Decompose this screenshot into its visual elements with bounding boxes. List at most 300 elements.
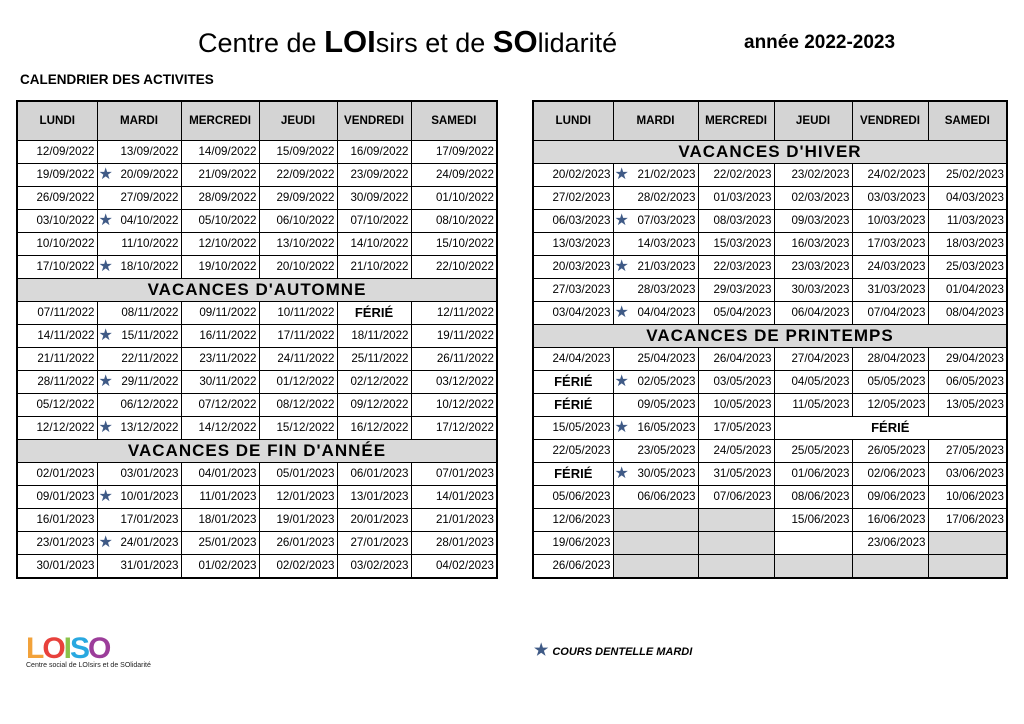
holiday-cell: FÉRIÉ: [533, 463, 613, 486]
table-row: [533, 509, 1007, 532]
star-icon: ★: [98, 534, 113, 551]
date-cell: 08/11/2022: [97, 302, 181, 325]
date-cell-lace-course: [97, 256, 181, 279]
date-cell: 05/05/2023: [852, 371, 928, 394]
date-cell: 06/05/2023: [928, 371, 1007, 394]
date-cell: 08/06/2023: [774, 486, 852, 509]
star-icon: ★: [98, 373, 113, 390]
date-cell: 26/05/2023: [852, 440, 928, 463]
date-cell: 03/03/2023: [852, 187, 928, 210]
date-cell: 16/03/2023: [774, 233, 852, 256]
date-cell: 12/11/2022: [411, 302, 497, 325]
weekday-header: JEUDI: [259, 101, 337, 141]
date-text: 02/05/2023: [637, 375, 696, 388]
date-cell: 05/10/2022: [181, 210, 259, 233]
weekday-header: SAMEDI: [411, 101, 497, 141]
date-cell: 06/04/2023: [774, 302, 852, 325]
date-cell: 05/04/2023: [698, 302, 774, 325]
table-row: [17, 509, 497, 532]
date-cell: 29/09/2022: [259, 187, 337, 210]
date-cell: 21/10/2022: [337, 256, 411, 279]
date-cell: 14/01/2023: [411, 486, 497, 509]
date-cell: 28/01/2023: [411, 532, 497, 555]
table-row: [17, 348, 497, 371]
logo-tagline: Centre social de LOIsirs et de SOlidarité: [26, 662, 151, 669]
date-cell: 06/01/2023: [337, 463, 411, 486]
table-row: [533, 532, 1007, 555]
date-cell: 02/12/2022: [337, 371, 411, 394]
table-row: [17, 210, 497, 233]
date-text: 29/11/2022: [121, 375, 179, 388]
date-cell: 07/06/2023: [698, 486, 774, 509]
calendar-body-right: [533, 141, 1007, 579]
date-cell: 06/06/2023: [613, 486, 698, 509]
date-cell: 19/11/2022: [411, 325, 497, 348]
calendar-table-right: [532, 100, 1008, 579]
holiday-cell: FÉRIÉ: [774, 417, 1007, 440]
date-text: 20/09/2022: [120, 168, 179, 181]
date-cell: 01/02/2023: [181, 555, 259, 579]
table-row: [17, 555, 497, 579]
page-title: [0, 22, 1024, 62]
date-cell: 06/03/2023: [533, 210, 613, 233]
date-cell: 16/12/2022: [337, 417, 411, 440]
date-cell: 21/09/2022: [181, 164, 259, 187]
date-text: 04/10/2022: [120, 214, 179, 227]
date-cell: 25/04/2023: [613, 348, 698, 371]
date-cell: 28/09/2022: [181, 187, 259, 210]
date-cell: 01/12/2022: [259, 371, 337, 394]
date-cell: 02/06/2023: [852, 463, 928, 486]
legend: [534, 640, 692, 662]
date-cell: 23/09/2022: [337, 164, 411, 187]
table-row: [17, 256, 497, 279]
empty-cell: [774, 532, 852, 555]
date-cell: 27/03/2023: [533, 279, 613, 302]
date-cell: 22/03/2023: [698, 256, 774, 279]
date-cell: 08/04/2023: [928, 302, 1007, 325]
date-cell: 22/02/2023: [698, 164, 774, 187]
date-cell: 25/01/2023: [181, 532, 259, 555]
date-cell: 23/03/2023: [774, 256, 852, 279]
table-row: [533, 256, 1007, 279]
date-cell: 03/01/2023: [97, 463, 181, 486]
date-cell: 10/10/2022: [17, 233, 97, 256]
date-cell-lace-course: [97, 371, 181, 394]
holiday-band: VACANCES DE FIN D'ANNÉE: [17, 440, 497, 463]
table-row: [17, 302, 497, 325]
table-row: [17, 486, 497, 509]
table-row: [533, 417, 1007, 440]
date-cell-lace-course: [613, 164, 698, 187]
calendar-table-left: [16, 100, 498, 579]
weekday-header: MERCREDI: [181, 101, 259, 141]
weekday-header: MARDI: [613, 101, 698, 141]
date-cell: 06/10/2022: [259, 210, 337, 233]
date-cell: 30/11/2022: [181, 371, 259, 394]
date-cell: 12/10/2022: [181, 233, 259, 256]
empty-cell: [698, 532, 774, 555]
date-cell: 10/12/2022: [411, 394, 497, 417]
date-cell: 16/01/2023: [17, 509, 97, 532]
star-icon: ★: [98, 212, 113, 229]
date-cell: 13/10/2022: [259, 233, 337, 256]
date-cell: 03/05/2023: [698, 371, 774, 394]
weekday-header: VENDREDI: [852, 101, 928, 141]
date-cell-lace-course: [97, 325, 181, 348]
star-icon: ★: [98, 488, 113, 505]
title-part-bold: SO: [492, 24, 538, 59]
table-row: [533, 164, 1007, 187]
date-cell: 20/02/2023: [533, 164, 613, 187]
date-cell: 26/04/2023: [698, 348, 774, 371]
date-cell: 23/06/2023: [852, 532, 928, 555]
date-cell: 28/02/2023: [613, 187, 698, 210]
date-cell-lace-course: [613, 463, 698, 486]
date-cell: 11/10/2022: [97, 233, 181, 256]
date-text: 30/05/2023: [637, 467, 696, 480]
date-cell: 14/10/2022: [337, 233, 411, 256]
date-cell: 17/09/2022: [411, 141, 497, 164]
date-cell: 09/06/2023: [852, 486, 928, 509]
star-icon: ★: [614, 166, 629, 183]
date-cell: 09/11/2022: [181, 302, 259, 325]
date-cell: 24/11/2022: [259, 348, 337, 371]
date-cell-lace-course: [613, 371, 698, 394]
table-row: [533, 141, 1007, 164]
centre-name: [198, 24, 617, 60]
date-cell: 22/11/2022: [97, 348, 181, 371]
weekday-header: SAMEDI: [928, 101, 1007, 141]
date-cell: 03/12/2022: [411, 371, 497, 394]
table-row: [17, 187, 497, 210]
date-cell: 20/01/2023: [337, 509, 411, 532]
table-row: [17, 417, 497, 440]
date-cell: 16/11/2022: [181, 325, 259, 348]
holiday-band: VACANCES D'AUTOMNE: [17, 279, 497, 302]
table-row: [533, 233, 1007, 256]
calendar-body-left: [17, 141, 497, 579]
date-cell: 14/03/2023: [613, 233, 698, 256]
table-row: [17, 233, 497, 256]
empty-cell: [928, 555, 1007, 579]
date-cell: 17/01/2023: [97, 509, 181, 532]
date-cell: 12/12/2022: [17, 417, 97, 440]
date-cell: 27/02/2023: [533, 187, 613, 210]
date-cell: 14/11/2022: [17, 325, 97, 348]
date-cell: 28/11/2022: [17, 371, 97, 394]
title-part: lidarité: [537, 28, 618, 58]
table-row: [533, 486, 1007, 509]
date-cell: 02/03/2023: [774, 187, 852, 210]
date-cell: 19/09/2022: [17, 164, 97, 187]
empty-cell: [613, 509, 698, 532]
date-cell: 11/03/2023: [928, 210, 1007, 233]
date-cell: 12/05/2023: [852, 394, 928, 417]
date-cell: 26/06/2023: [533, 555, 613, 579]
star-icon: ★: [98, 166, 113, 183]
date-cell: 20/10/2022: [259, 256, 337, 279]
date-cell: 09/12/2022: [337, 394, 411, 417]
date-cell: 24/04/2023: [533, 348, 613, 371]
date-cell: 23/02/2023: [774, 164, 852, 187]
star-icon: ★: [614, 304, 629, 321]
weekday-header: MERCREDI: [698, 101, 774, 141]
star-icon: ★: [614, 258, 629, 275]
date-cell: 17/06/2023: [928, 509, 1007, 532]
table-row: [17, 371, 497, 394]
date-cell: 15/09/2022: [259, 141, 337, 164]
date-cell: 10/05/2023: [698, 394, 774, 417]
date-cell: 08/12/2022: [259, 394, 337, 417]
date-cell: 07/12/2022: [181, 394, 259, 417]
date-cell: 03/02/2023: [337, 555, 411, 579]
table-row: [17, 532, 497, 555]
date-cell: 15/10/2022: [411, 233, 497, 256]
date-cell: 18/11/2022: [337, 325, 411, 348]
date-text: 10/01/2023: [120, 490, 179, 503]
date-cell-lace-course: [613, 302, 698, 325]
date-cell: 28/03/2023: [613, 279, 698, 302]
holiday-cell: FÉRIÉ: [533, 371, 613, 394]
date-cell: 24/03/2023: [852, 256, 928, 279]
legend-label: COURS DENTELLE MARDI: [552, 646, 693, 658]
date-cell: 19/10/2022: [181, 256, 259, 279]
table-row: [533, 210, 1007, 233]
date-cell: 13/01/2023: [337, 486, 411, 509]
date-cell: 27/05/2023: [928, 440, 1007, 463]
empty-cell: [774, 555, 852, 579]
date-cell: 15/12/2022: [259, 417, 337, 440]
weekday-header: MARDI: [97, 101, 181, 141]
date-text: 21/02/2023: [637, 168, 696, 181]
title-part: sirs et de: [375, 28, 493, 58]
date-cell: 13/03/2023: [533, 233, 613, 256]
date-cell: 08/03/2023: [698, 210, 774, 233]
empty-cell: [698, 509, 774, 532]
date-cell: 15/03/2023: [698, 233, 774, 256]
logo-letter: I: [63, 632, 73, 665]
school-year: année 2022-2023: [744, 32, 896, 53]
date-cell: 07/04/2023: [852, 302, 928, 325]
title-part-bold: LOI: [324, 24, 376, 59]
title-part: Centre de: [198, 28, 325, 58]
date-cell: 04/02/2023: [411, 555, 497, 579]
date-cell: 26/01/2023: [259, 532, 337, 555]
date-cell: 11/05/2023: [774, 394, 852, 417]
table-row: [17, 325, 497, 348]
date-cell: 17/03/2023: [852, 233, 928, 256]
empty-cell: [613, 532, 698, 555]
date-cell: 23/11/2022: [181, 348, 259, 371]
star-icon: ★: [614, 465, 629, 482]
date-cell: 30/01/2023: [17, 555, 97, 579]
date-cell: 12/09/2022: [17, 141, 97, 164]
table-row: [17, 463, 497, 486]
star-icon: ★: [614, 373, 629, 390]
date-cell-lace-course: [613, 256, 698, 279]
date-cell: 29/03/2023: [698, 279, 774, 302]
date-cell: 31/05/2023: [698, 463, 774, 486]
table-row: [17, 164, 497, 187]
date-cell-lace-course: [613, 210, 698, 233]
date-cell: 29/04/2023: [928, 348, 1007, 371]
logo-letter: S: [70, 632, 91, 665]
date-cell: 03/06/2023: [928, 463, 1007, 486]
logo-letter: O: [42, 632, 66, 665]
star-icon: ★: [614, 212, 629, 229]
date-cell: 25/11/2022: [337, 348, 411, 371]
date-cell: 26/09/2022: [17, 187, 97, 210]
date-cell: 03/04/2023: [533, 302, 613, 325]
holiday-band: VACANCES DE PRINTEMPS: [533, 325, 1007, 348]
table-row: [533, 302, 1007, 325]
date-cell: 30/03/2023: [774, 279, 852, 302]
date-cell: 19/01/2023: [259, 509, 337, 532]
star-icon: ★: [98, 419, 113, 436]
date-cell: 15/06/2023: [774, 509, 852, 532]
date-cell: 26/11/2022: [411, 348, 497, 371]
date-cell: 05/06/2023: [533, 486, 613, 509]
date-cell: 11/01/2023: [181, 486, 259, 509]
date-cell: 30/09/2022: [337, 187, 411, 210]
table-row: [533, 348, 1007, 371]
date-cell: 31/01/2023: [97, 555, 181, 579]
date-cell: 18/03/2023: [928, 233, 1007, 256]
table-row: [533, 371, 1007, 394]
date-cell: 09/01/2023: [17, 486, 97, 509]
date-cell: 22/10/2022: [411, 256, 497, 279]
date-cell: 23/05/2023: [613, 440, 698, 463]
date-cell-lace-course: [97, 486, 181, 509]
date-text: 13/12/2022: [120, 421, 179, 434]
empty-cell: [928, 532, 1007, 555]
date-cell: 04/01/2023: [181, 463, 259, 486]
date-cell: 10/06/2023: [928, 486, 1007, 509]
loiso-logo: [24, 632, 164, 674]
date-cell: 10/03/2023: [852, 210, 928, 233]
holiday-cell: FÉRIÉ: [337, 302, 411, 325]
date-cell: 17/05/2023: [698, 417, 774, 440]
date-cell-lace-course: [97, 532, 181, 555]
date-cell-lace-course: [97, 164, 181, 187]
date-cell: 23/01/2023: [17, 532, 97, 555]
table-row: [533, 463, 1007, 486]
date-cell-lace-course: [97, 210, 181, 233]
table-row: [17, 279, 497, 302]
date-cell: 09/05/2023: [613, 394, 698, 417]
weekday-header-row: [533, 101, 1007, 141]
date-cell: 25/03/2023: [928, 256, 1007, 279]
date-cell: 04/03/2023: [928, 187, 1007, 210]
date-text: 24/01/2023: [120, 536, 179, 549]
date-cell: 01/10/2022: [411, 187, 497, 210]
date-cell: 04/05/2023: [774, 371, 852, 394]
date-cell: 19/06/2023: [533, 532, 613, 555]
weekday-header: VENDREDI: [337, 101, 411, 141]
date-text: 16/05/2023: [637, 421, 696, 434]
empty-cell: [613, 555, 698, 579]
date-cell: 21/11/2022: [17, 348, 97, 371]
date-cell-lace-course: [97, 417, 181, 440]
date-cell: 15/05/2023: [533, 417, 613, 440]
logo-letter: L: [26, 632, 45, 665]
date-cell: 06/12/2022: [97, 394, 181, 417]
date-cell: 25/02/2023: [928, 164, 1007, 187]
star-icon: ★: [534, 642, 549, 659]
weekday-header-row: [17, 101, 497, 141]
star-icon: ★: [98, 258, 113, 275]
logo-letter: O: [88, 632, 112, 665]
date-cell: 01/06/2023: [774, 463, 852, 486]
date-cell: 27/09/2022: [97, 187, 181, 210]
date-text: 15/11/2022: [121, 329, 179, 342]
date-cell: 13/09/2022: [97, 141, 181, 164]
date-cell: 07/11/2022: [17, 302, 97, 325]
date-cell: 01/04/2023: [928, 279, 1007, 302]
date-cell: 07/01/2023: [411, 463, 497, 486]
table-row: [17, 394, 497, 417]
date-cell: 16/06/2023: [852, 509, 928, 532]
date-text: 18/10/2022: [120, 260, 179, 273]
date-cell: 20/03/2023: [533, 256, 613, 279]
date-cell: 14/09/2022: [181, 141, 259, 164]
date-cell: 17/10/2022: [17, 256, 97, 279]
date-cell: 25/05/2023: [774, 440, 852, 463]
date-cell: 08/10/2022: [411, 210, 497, 233]
table-row: [533, 394, 1007, 417]
weekday-header: JEUDI: [774, 101, 852, 141]
date-cell: 13/05/2023: [928, 394, 1007, 417]
date-cell: 10/11/2022: [259, 302, 337, 325]
holiday-cell: FÉRIÉ: [533, 394, 613, 417]
date-cell: 05/01/2023: [259, 463, 337, 486]
date-cell: 16/09/2022: [337, 141, 411, 164]
date-cell: 05/12/2022: [17, 394, 97, 417]
calendar-subtitle: CALENDRIER DES ACTIVITES: [20, 72, 214, 87]
date-cell: 18/01/2023: [181, 509, 259, 532]
date-cell: 07/10/2022: [337, 210, 411, 233]
date-cell: 09/03/2023: [774, 210, 852, 233]
star-icon: ★: [98, 327, 113, 344]
date-cell: 24/05/2023: [698, 440, 774, 463]
weekday-header: LUNDI: [533, 101, 613, 141]
date-cell: 24/02/2023: [852, 164, 928, 187]
table-row: [533, 325, 1007, 348]
table-row: [533, 187, 1007, 210]
date-cell: 12/01/2023: [259, 486, 337, 509]
star-icon: ★: [614, 419, 629, 436]
holiday-band: VACANCES D'HIVER: [533, 141, 1007, 164]
date-cell: 27/01/2023: [337, 532, 411, 555]
table-row: [533, 440, 1007, 463]
date-cell: 31/03/2023: [852, 279, 928, 302]
date-cell: 28/04/2023: [852, 348, 928, 371]
table-row: [17, 440, 497, 463]
table-row: [533, 279, 1007, 302]
date-cell: 22/05/2023: [533, 440, 613, 463]
date-cell: 27/04/2023: [774, 348, 852, 371]
date-cell: 14/12/2022: [181, 417, 259, 440]
date-text: 07/03/2023: [637, 214, 696, 227]
date-cell: 01/03/2023: [698, 187, 774, 210]
empty-cell: [698, 555, 774, 579]
date-cell: 21/01/2023: [411, 509, 497, 532]
date-cell: 17/11/2022: [259, 325, 337, 348]
empty-cell: [852, 555, 928, 579]
table-row: [17, 141, 497, 164]
date-text: 21/03/2023: [637, 260, 696, 273]
